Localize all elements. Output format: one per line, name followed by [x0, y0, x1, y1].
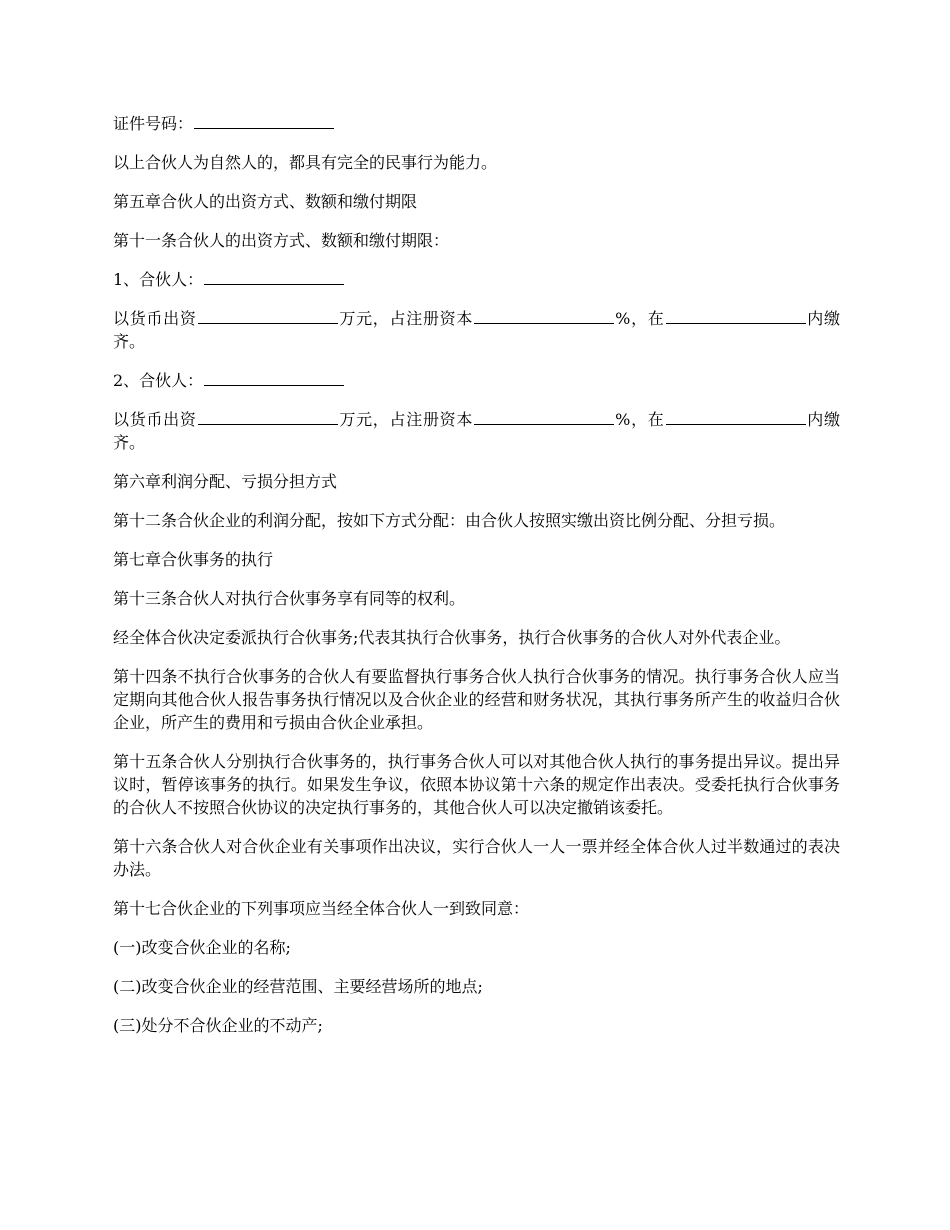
chapter-7-heading: 第七章合伙事务的执行 — [113, 550, 274, 569]
deadline-blank — [666, 409, 806, 425]
contribution-text-d: 内缴齐。 — [113, 410, 840, 452]
amount-blank — [198, 308, 338, 324]
contribution-text-a: 以货币出资 — [113, 309, 197, 328]
contribution-text-b: 万元，占注册资本 — [338, 309, 474, 328]
article-15: 第十五条合伙人分别执行合伙事务的，执行事务合伙人可以对其他合伙人执行的事务提出异议。提出异议时，暂停该事务的执行。如果发生争议，依照本协议第十六条的规定作出表决。受委托执行合伙事务的合伙人不按照合伙协议的决定执行事务的，其他合伙人可以决定撤销该委托。 — [113, 752, 840, 817]
contribution-text-c: %，在 — [615, 309, 665, 328]
contribution-text-c: %，在 — [615, 410, 665, 429]
chapter-6-heading: 第六章利润分配、亏损分担方式 — [113, 472, 338, 491]
capacity-statement: 以上合伙人为自然人的，都具有完全的民事行为能力。 — [113, 153, 498, 172]
contribution-text-a: 以货币出资 — [113, 410, 197, 429]
partner-1-blank — [204, 269, 344, 285]
article-12: 第十二条合伙企业的利润分配，按如下方式分配：由合伙人按照实缴出资比例分配、分担亏损。 — [113, 511, 786, 530]
amount-blank — [198, 409, 338, 425]
chapter-5-heading: 第五章合伙人的出资方式、数额和缴付期限 — [113, 192, 418, 211]
contribution-text-d: 内缴齐。 — [113, 309, 840, 351]
partner-2-line — [113, 369, 840, 392]
article-17: 第十七合伙企业的下列事项应当经全体合伙人一到致同意： — [113, 899, 530, 918]
article-11: 第十一条合伙人的出资方式、数额和缴付期限： — [113, 231, 450, 250]
delegation-clause: 经全体合伙决定委派执行合伙事务;代表其执行合伙事务，执行合伙事务的合伙人对外代表企业。 — [113, 628, 791, 647]
percent-blank — [474, 308, 614, 324]
article-14: 第十四条不执行合伙事务的合伙人有要监督执行事务合伙人执行合伙事务的情况。执行事务合伙人应当定期向其他合伙人报告事务执行情况以及合伙企业的经营和财务状况，其执行事务所产生的收益归合伙企业，所产生的费用和亏损由合伙企业承担。 — [113, 667, 840, 732]
percent-blank — [474, 409, 614, 425]
partner-2-label: 2、合伙人： — [113, 371, 204, 390]
partner-1-line — [113, 268, 840, 291]
list-item-2: (二)改变合伙企业的经营范围、主要经营场所的地点; — [113, 977, 483, 996]
document-page — [113, 112, 840, 1053]
id-number-line — [113, 112, 840, 135]
deadline-blank — [666, 308, 806, 324]
list-item-1: (一)改变合伙企业的名称; — [113, 938, 291, 957]
partner-2-contribution — [113, 408, 840, 454]
list-item-3: (三)处分不合伙企业的不动产; — [113, 1016, 323, 1035]
partner-2-blank — [204, 370, 344, 386]
id-number-label: 证件号码： — [113, 114, 194, 133]
partner-1-contribution — [113, 307, 840, 353]
id-number-blank — [194, 113, 334, 129]
partner-1-label: 1、合伙人： — [113, 270, 204, 289]
article-13: 第十三条合伙人对执行合伙事务享有同等的权利。 — [113, 589, 466, 608]
article-16: 第十六条合伙人对合伙企业有关事项作出决议，实行合伙人一人一票并经全体合伙人过半数通过的表决办法。 — [113, 837, 840, 879]
contribution-text-b: 万元，占注册资本 — [338, 410, 474, 429]
